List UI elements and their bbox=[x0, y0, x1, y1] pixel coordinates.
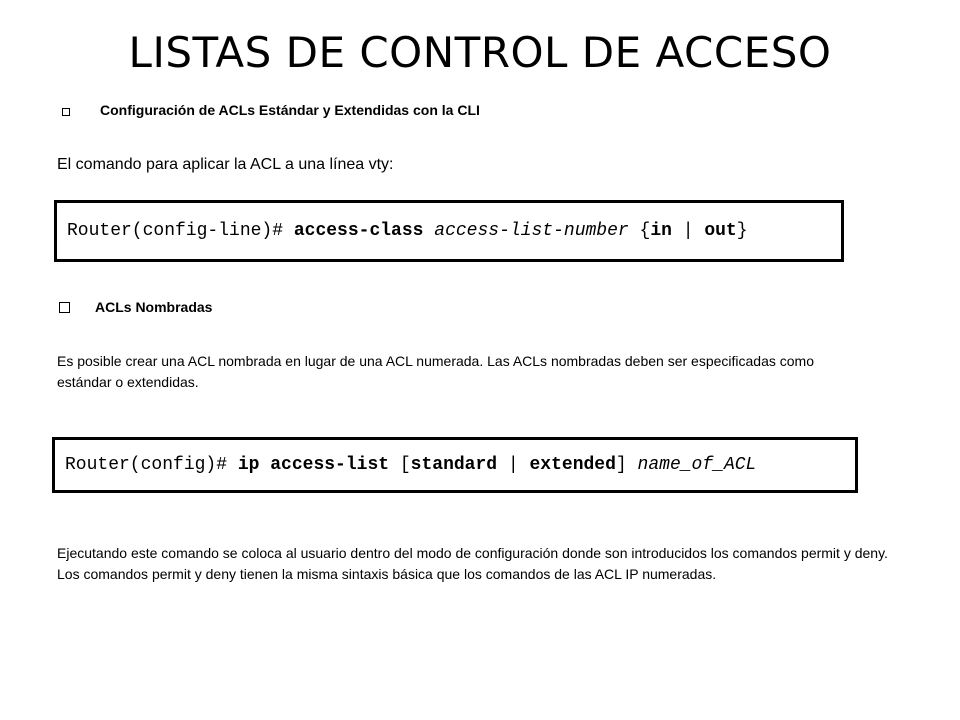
command-box-access-class bbox=[54, 200, 844, 262]
checkbox-bullet-icon bbox=[62, 108, 70, 116]
command-box-ip-access-list bbox=[52, 437, 858, 493]
cmd2-prompt: Router(config)# bbox=[65, 455, 238, 475]
cmd2-open: [ bbox=[389, 455, 411, 475]
section2-closing-paragraph: Ejecutando este comando se coloca al usuario dentro del modo de configuración donde son introducidos los comandos permit y deny. Los comandos permit y deny tienen la misma sintaxis básica que los comandos de las ACL IP numeradas. bbox=[57, 545, 888, 582]
cmd2-keyword: ip access-list bbox=[237, 455, 390, 475]
cmd2-opt-extended: extended bbox=[529, 455, 616, 475]
cmd2-opt-standard: standard bbox=[410, 455, 498, 475]
cmd2-sep: | bbox=[497, 455, 530, 475]
cmd1-keyword: access-class bbox=[293, 221, 424, 241]
cmd2-close: ] bbox=[615, 455, 627, 475]
cmd1-opt-out: out bbox=[704, 221, 737, 241]
section1-heading: Configuración de ACLs Estándar y Extendidas con la CLI bbox=[100, 102, 480, 118]
slide-title: LISTAS DE CONTROL DE ACCESO bbox=[128, 28, 832, 77]
checkbox-bullet-icon bbox=[59, 302, 70, 313]
cmd1-arg: access-list-number bbox=[423, 221, 629, 241]
section2-paragraph: Es posible crear una ACL nombrada en lugar de una ACL numerada. Las ACLs nombradas deben ser especificadas como estándar o extendidas. bbox=[57, 353, 814, 390]
cmd1-prompt: Router(config-line)# bbox=[67, 221, 294, 241]
cmd1-open: { bbox=[628, 221, 651, 241]
cmd1-opt-in: in bbox=[650, 221, 672, 241]
cmd2-arg: name_of_ACL bbox=[626, 455, 757, 475]
section2-heading: ACLs Nombradas bbox=[95, 299, 213, 315]
cmd1-close: } bbox=[736, 221, 748, 241]
cmd1-sep: | bbox=[671, 221, 705, 241]
section1-intro: El comando para aplicar la ACL a una línea vty: bbox=[57, 156, 394, 173]
